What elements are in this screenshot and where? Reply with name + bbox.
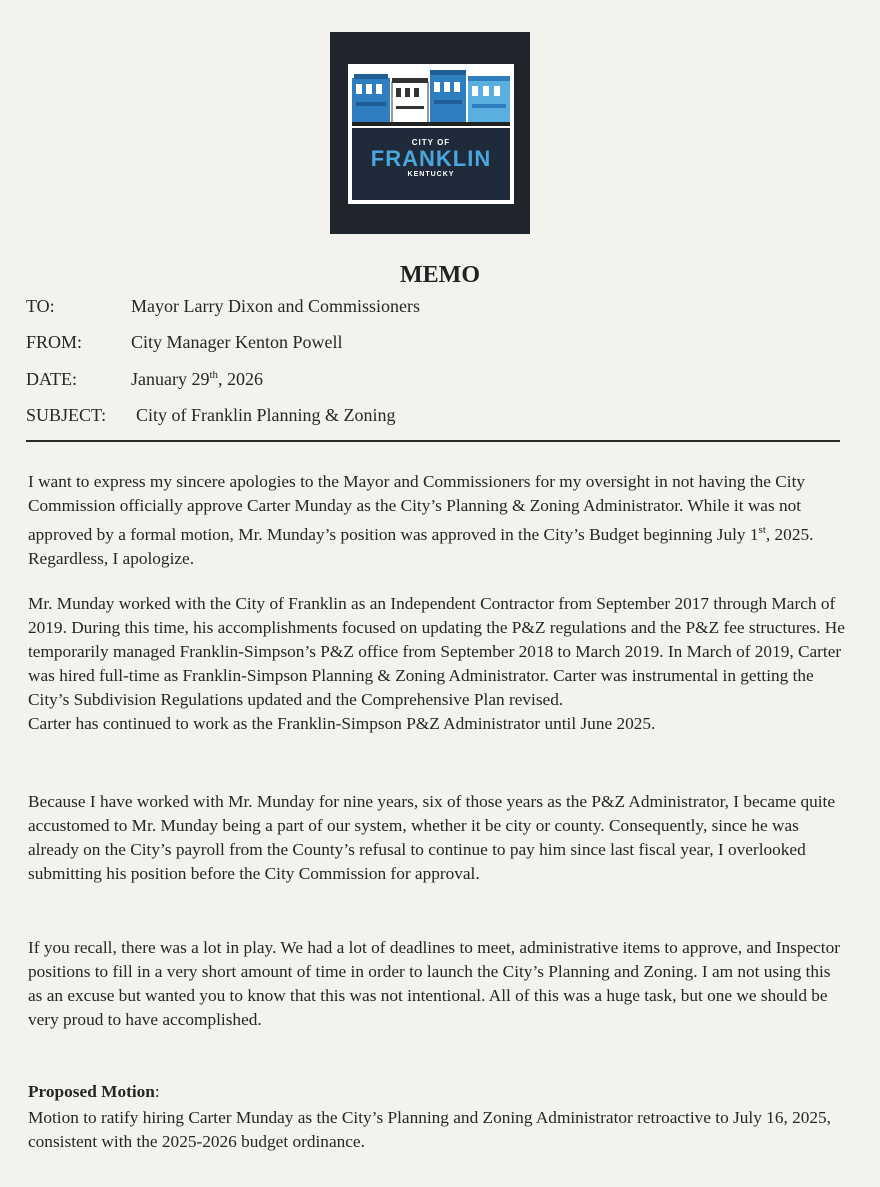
proposed-motion-heading: Proposed Motion: xyxy=(28,1082,160,1101)
paragraph-explanation: Because I have worked with Mr. Munday for nine years, six of those years as the P&Z Administrator, I became quite accustomed to Mr. Munday being a part of our system, whether it be city or county. Consequently, since he was already on the City’s payroll from the County’s refusal to continue to pay him since last fiscal year, I overlooked submitting his position before the City Commission for approval. xyxy=(28,792,835,883)
skyline-illustration xyxy=(352,68,510,126)
paragraph-background: Mr. Munday worked with the City of Franklin as an Independent Contractor from September 2017 through March of 2019. During this time, his accomplishments focused on updating the P&Z regulations and the P&Z fee structures. He temporarily managed Franklin-Simpson’s P&Z office from September 2018 to March 2019. In March of 2019, Carter was hired full-time as Franklin-Simpson Planning & Zoning Administrator. Carter was instrumental in getting the City’s Subdivision Regulations updated and the Comprehensive Plan revised. Carter has continued to work as the Franklin-Simpson P&Z Administrator until June 2025. xyxy=(28,594,845,733)
date-label: DATE: xyxy=(26,369,77,389)
from-value: City Manager Kenton Powell xyxy=(131,332,343,352)
memo-title: MEMO xyxy=(400,262,480,288)
to-label: TO: xyxy=(26,296,55,316)
date-value: January 29th, 2026 xyxy=(131,369,264,389)
logo-franklin: FRANKLIN xyxy=(370,146,492,171)
proposed-motion-text: Motion to ratify hiring Carter Munday as the City’s Planning and Zoning Administrator retroactive to July 16, 2025, consistent with the 2025-2026 budget ordinance. xyxy=(28,1108,831,1151)
to-value: Mayor Larry Dixon and Commissioners xyxy=(131,296,420,316)
logo-card xyxy=(348,64,514,204)
from-label: FROM: xyxy=(26,332,83,352)
city-logo xyxy=(330,32,530,234)
logo-kentucky: KENTUCKY xyxy=(407,171,455,178)
paragraph-apology: I want to express my sincere apologies to the Mayor and Commissioners for my oversight in not having the City Commission officially approve Carter Munday as the City’s Planning & Zoning Administrator. While it was not approved by a formal motion, Mr. Munday’s position was approved in the City’s Budget beginning July 1st, 2025. Regardless, I apologize. xyxy=(28,472,814,568)
logo-city-of: CITY OF xyxy=(411,138,451,147)
paragraph-context: If you recall, there was a lot in play. We had a lot of deadlines to meet, administrative items to approve, and Inspector positions to fill in a very short amount of time in order to launch the City’s Planning and Zoning. I am not using this as an excuse but wanted you to know that this was not intentional. All of this was a huge task, but one we should be very proud to have accomplished. xyxy=(28,938,841,1029)
logo-wordmark-panel xyxy=(352,128,510,200)
subject-value: City of Franklin Planning & Zoning xyxy=(136,405,396,425)
header-divider xyxy=(26,440,840,442)
subject-label: SUBJECT: xyxy=(26,405,107,425)
